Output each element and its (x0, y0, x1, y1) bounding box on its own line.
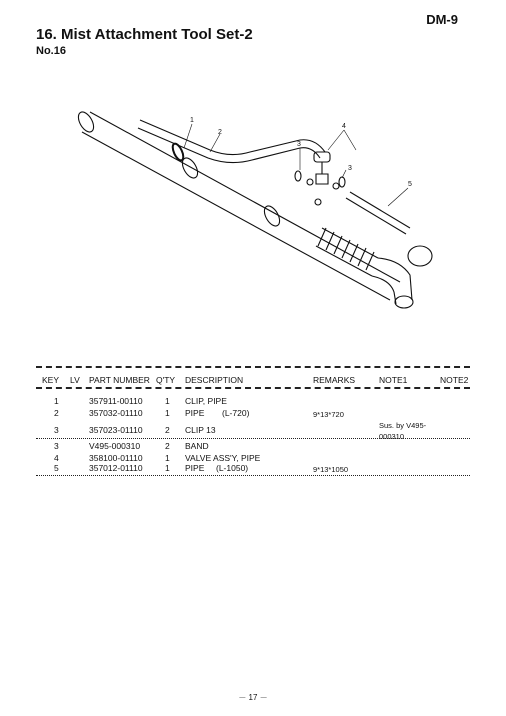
row5-qty: 1 (165, 453, 170, 463)
col-note2: NOTE2 (440, 375, 469, 385)
callout-2: 2 (218, 129, 222, 136)
header-bottom-rule (36, 387, 470, 389)
row4-qty: 2 (165, 441, 170, 451)
row5-key: 4 (54, 453, 59, 463)
row4-part: V495-000310 (89, 441, 141, 451)
pipe-1050 (346, 192, 410, 234)
row3-part: 357023-01110 (89, 425, 143, 435)
row2-remarks: 9*13*720 (313, 410, 344, 419)
parts-diagram (60, 110, 460, 320)
clip-13 (295, 171, 301, 181)
row6-desc: PIPE (185, 463, 205, 473)
row2-part: 357032-01110 (89, 408, 143, 418)
row5-part: 358100-01110 (89, 453, 143, 463)
page-code: DM-9 (426, 12, 458, 27)
col-part-number: PART NUMBER (89, 375, 150, 385)
row6-key: 5 (54, 463, 59, 473)
row5-desc: VALVE ASS'Y, PIPE (185, 453, 261, 463)
col-remarks: REMARKS (313, 375, 356, 385)
elbow-nozzle (372, 258, 412, 304)
page-number: － 17 － (238, 693, 268, 702)
row3-note1: Sus. by V495-000310 (379, 421, 427, 441)
row3-qty: 2 (165, 425, 170, 435)
row6-remarks: 9*13*1050 (313, 465, 349, 474)
col-description: DESCRIPTION (185, 375, 244, 385)
model-number: No.16 (36, 45, 66, 57)
row2-qty: 1 (165, 408, 170, 418)
row3-key: 3 (54, 425, 59, 435)
row3-desc: CLIP 13 (185, 425, 216, 435)
row6-part: 357012-01110 (89, 463, 143, 473)
row1-key: 1 (54, 396, 59, 406)
main-tube (82, 112, 400, 300)
row2-key: 2 (54, 408, 59, 418)
col-key: KEY (42, 375, 60, 385)
row4-desc: BAND (185, 441, 209, 451)
callout-5: 5 (408, 181, 412, 188)
table-bottom-rule (36, 475, 470, 476)
page-title: 16. Mist Attachment Tool Set-2 (36, 26, 253, 43)
callout-1: 1 (190, 117, 194, 124)
row1-qty: 1 (165, 396, 170, 406)
bellows-hose (316, 228, 378, 276)
col-lv: LV (70, 375, 80, 385)
row1-desc: CLIP, PIPE (185, 396, 227, 406)
superseded-rule (36, 438, 470, 439)
clip-pipe (171, 142, 186, 162)
callout-3a: 3 (297, 141, 301, 148)
col-note1: NOTE1 (379, 375, 408, 385)
row6-qty: 1 (165, 463, 170, 473)
table-top-rule (36, 366, 470, 368)
row2-desc-length: (L-720) (222, 408, 250, 418)
col-qty: Q'TY (156, 375, 176, 385)
row1-part: 357911-00110 (89, 396, 143, 406)
row6-desc-length: (L-1050) (216, 463, 249, 473)
callout-3b: 3 (348, 165, 352, 172)
row4-key: 3 (54, 441, 59, 451)
row2-desc: PIPE (185, 408, 205, 418)
callout-4: 4 (342, 123, 346, 130)
